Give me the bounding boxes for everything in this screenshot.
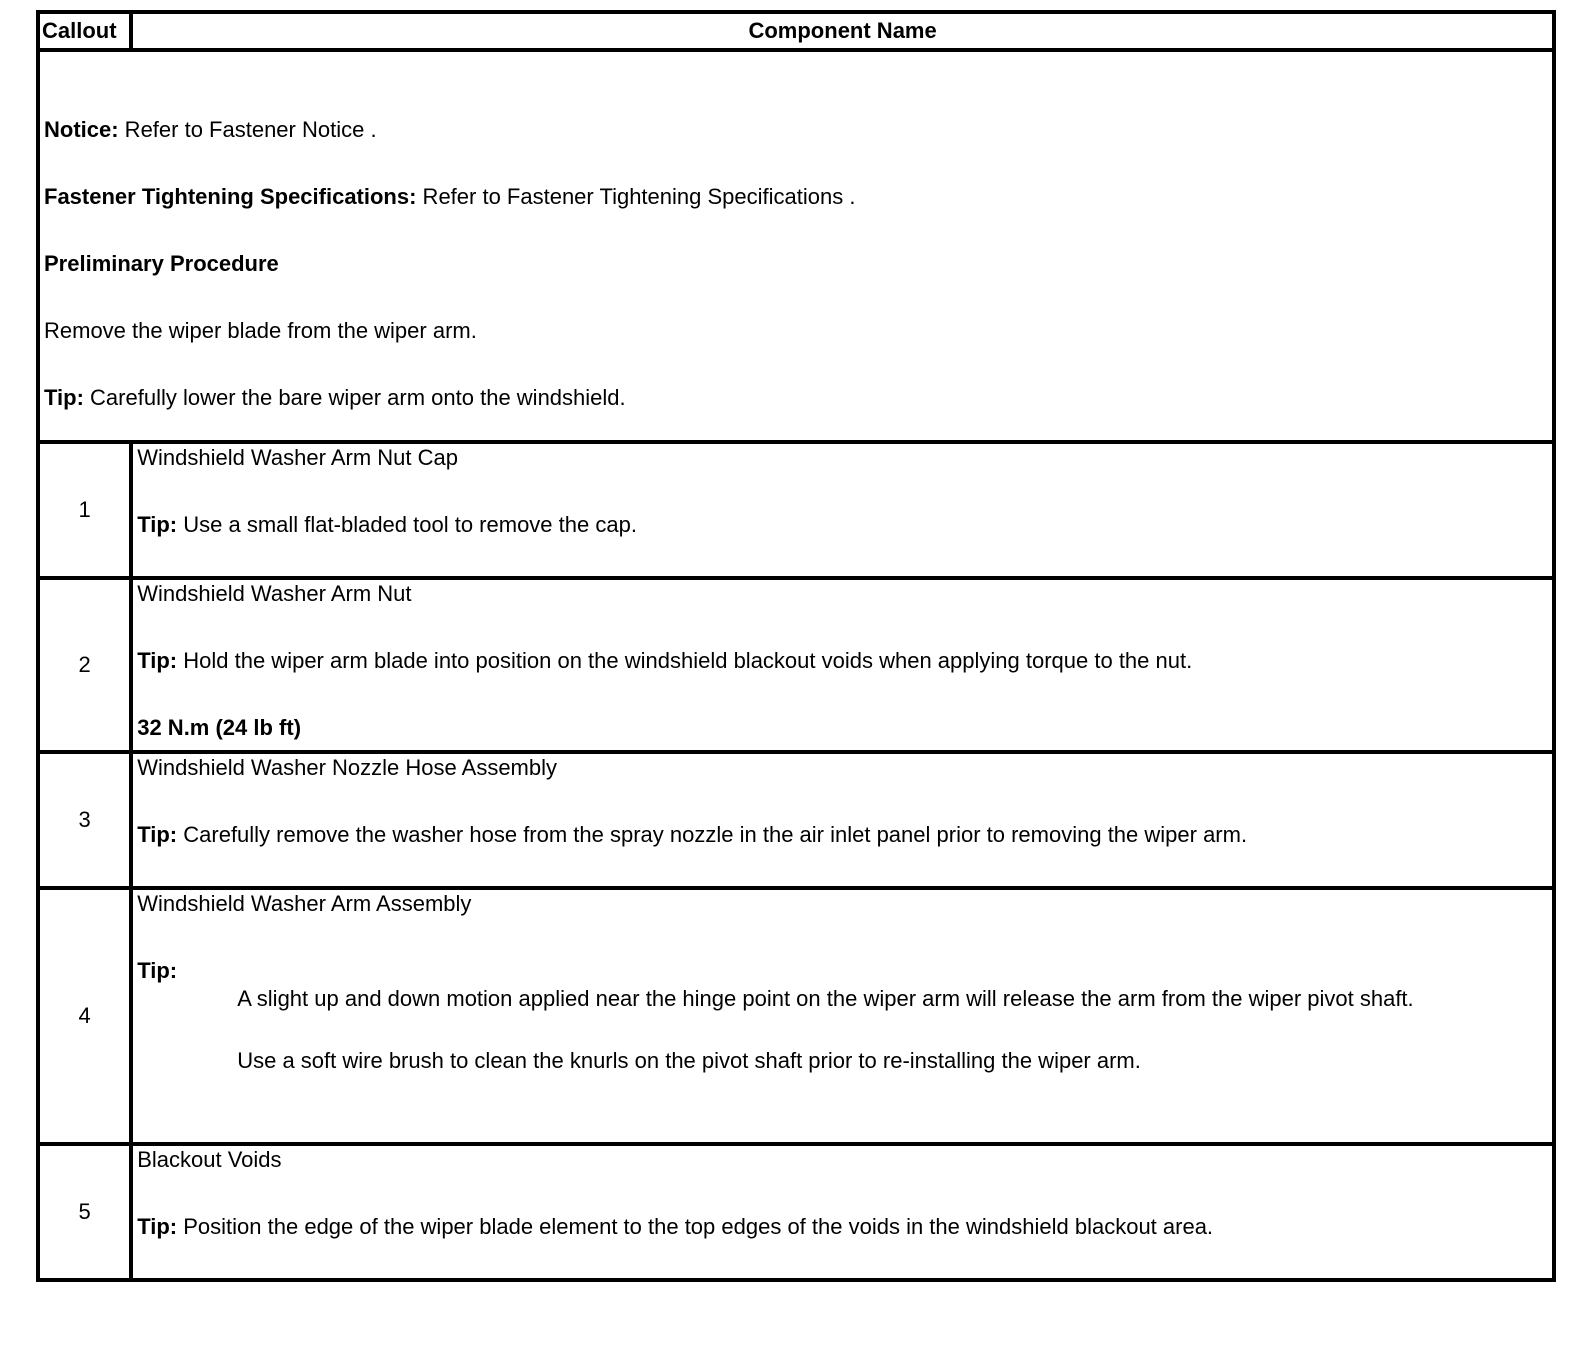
component-name-header: Component Name [131, 12, 1554, 50]
tip-text: Use a small flat-bladed tool to remove the cap. [177, 512, 637, 537]
notice-line [44, 116, 1548, 144]
callout-number: 1 [38, 442, 131, 578]
tip-label: Tip: [137, 822, 178, 847]
fastener-spec-line [44, 183, 1548, 211]
tip-list-item: Use a soft wire brush to clean the knurls on the pivot shaft prior to re-installing the wiper arm. [237, 1048, 1141, 1073]
notice-label: Notice: [44, 117, 119, 142]
preliminary-text: Remove the wiper blade from the wiper arm. [44, 318, 477, 343]
fastener-spec-text: Refer to Fastener Tightening Specifications . [416, 184, 856, 209]
component-tip [137, 957, 1548, 985]
tip-label: Tip: [137, 648, 178, 673]
header-row [38, 12, 1554, 50]
component-name: Blackout Voids [137, 1147, 282, 1172]
table-row [38, 752, 1554, 888]
component-table-sheet [36, 10, 1556, 1282]
table-row [38, 1144, 1554, 1280]
notice-text: Refer to Fastener Notice . [118, 117, 377, 142]
intro-tip-text: Carefully lower the bare wiper arm onto the windshield. [83, 385, 626, 410]
tip-text: Carefully remove the washer hose from the spray nozzle in the air inlet panel prior to removing the wiper arm. [177, 822, 1248, 847]
tip-text: Position the edge of the wiper blade element to the top edges of the voids in the windshield blackout area. [177, 1214, 1214, 1239]
callout-number: 4 [38, 888, 131, 1144]
component-tip [137, 821, 1548, 849]
table-row [38, 442, 1554, 578]
table-row [38, 578, 1554, 752]
component-tip [137, 1213, 1548, 1241]
component-name: Windshield Washer Nozzle Hose Assembly [137, 755, 558, 780]
callout-number: 3 [38, 752, 131, 888]
intro-tip-line [44, 384, 1548, 412]
intro-row [38, 50, 1554, 442]
tip-label: Tip: [137, 1214, 178, 1239]
component-name: Windshield Washer Arm Nut [137, 581, 412, 606]
intro-tip-label: Tip: [44, 385, 84, 410]
component-tip [137, 647, 1548, 675]
fastener-spec-label: Fastener Tightening Specifications: [44, 184, 417, 209]
tip-list-item: A slight up and down motion applied near the hinge point on the wiper arm will release the arm from the wiper pivot shaft. [237, 986, 1414, 1011]
preliminary-heading: Preliminary Procedure [44, 251, 279, 276]
torque-spec: 32 N.m (24 lb ft) [137, 715, 302, 740]
component-table [36, 10, 1556, 1282]
tip-label: Tip: [137, 512, 178, 537]
component-cell [131, 752, 1554, 888]
component-cell [131, 578, 1554, 752]
table-row [38, 888, 1554, 1144]
intro-cell [38, 50, 1554, 442]
callout-number: 5 [38, 1144, 131, 1280]
component-tip [137, 511, 1548, 539]
component-name: Windshield Washer Arm Nut Cap [137, 445, 458, 470]
component-cell [131, 442, 1554, 578]
tip-list [237, 985, 1548, 1075]
tip-text: Hold the wiper arm blade into position on the windshield blackout voids when applying torque to the nut. [177, 648, 1193, 673]
callout-number: 2 [38, 578, 131, 752]
component-cell [131, 888, 1554, 1144]
component-name: Windshield Washer Arm Assembly [137, 891, 472, 916]
callout-header: Callout [38, 12, 131, 50]
tip-label: Tip: [137, 958, 178, 983]
component-cell [131, 1144, 1554, 1280]
